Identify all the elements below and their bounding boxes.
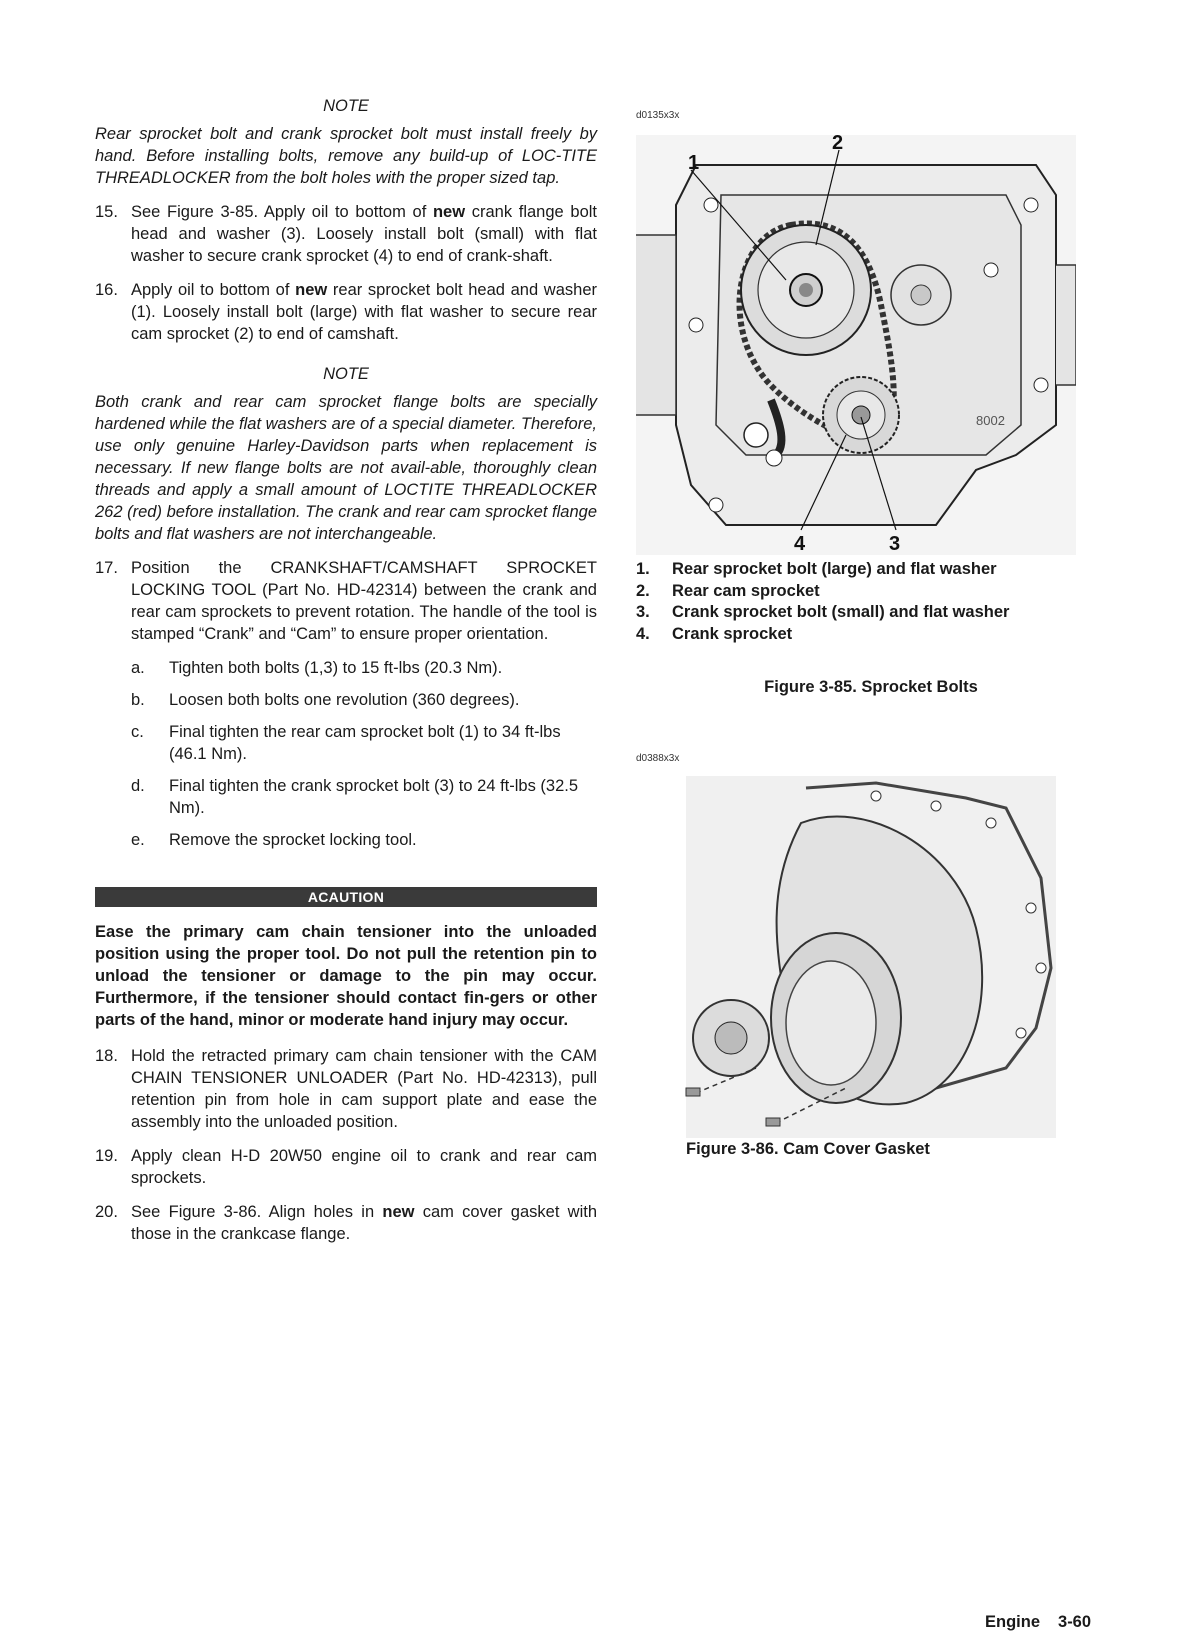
step-text: Apply clean H-D 20W50 engine oil to crank and rear cam sprockets. <box>131 1147 597 1187</box>
figure-caption: Figure 3-86. Cam Cover Gasket <box>686 1140 930 1158</box>
step-number: 18. <box>95 1047 118 1065</box>
callout-4: 4 <box>794 533 806 555</box>
caution-banner: ACAUTION <box>95 887 597 907</box>
figure-id: d0135x3x <box>636 110 680 121</box>
substep-b: b. Loosen both bolts one revolution (360 degrees). <box>131 691 520 709</box>
step-number: 17. <box>95 559 118 577</box>
legend-item: 4. Crank sprocket <box>636 624 793 643</box>
substep-a: a. Tighten both bolts (1,3) to 15 ft-lbs (20.3 Nm). <box>131 659 503 677</box>
note-heading: NOTE <box>323 365 369 383</box>
step-number: 16. <box>95 281 118 299</box>
callout-3: 3 <box>889 533 901 555</box>
step-number: 15. <box>95 203 118 221</box>
sprocket-bolts-illustration <box>636 125 1076 555</box>
step-text: Hold the retracted primary cam chain tensioner with the CAM CHAIN TENSIONER UNLOADER (Part No. HD-42313), pull retention pin from hole in cam support plate and ease the assembly into the unloaded position. <box>131 1047 597 1131</box>
step-number: 20. <box>95 1203 118 1221</box>
substep-d: d. Final tighten the crank sprocket bolt (3) to 24 ft-lbs (32.5 Nm). <box>131 777 579 817</box>
caution-text: Ease the primary cam chain tensioner into the unloaded position using the proper tool. Do not pull the retention pin to unload the tensioner or damage to the pin may occur. Furthermore, if the tensioner should contact fin-gers or other parts of the hand, minor or moderate hand injury may occur. <box>95 923 597 1029</box>
legend-item: 3. Crank sprocket bolt (small) and flat washer <box>636 603 1010 621</box>
step-text: See Figure 3-86. Align holes in new cam cover gasket with those in the crankcase flange. <box>131 1203 598 1243</box>
step-18 <box>95 1045 597 1133</box>
casting-number: 8002 <box>976 413 1005 428</box>
figure-id: d0388x3x <box>636 753 680 764</box>
step-number: 19. <box>95 1147 118 1165</box>
legend-item: 2. Rear cam sprocket <box>636 581 820 600</box>
step-15 <box>95 201 597 267</box>
note-heading: NOTE <box>323 97 369 115</box>
right-column <box>636 110 1076 1159</box>
page-footer <box>985 1613 1091 1632</box>
step-20 <box>95 1201 597 1245</box>
step-17 <box>95 557 597 645</box>
step-text: See Figure 3-85. Apply oil to bottom of new crank flange bolt head and washer (3). Loosely install bolt (small) with flat washer to secure crank sprocket (4) to end of crank-shaft. <box>131 203 597 265</box>
figure-legend <box>636 559 1076 645</box>
footer-section: Engine <box>985 1613 1041 1631</box>
left-column <box>95 95 597 1257</box>
figure-caption: Figure 3-85. Sprocket Bolts <box>764 678 978 696</box>
substep-e: e. Remove the sprocket locking tool. <box>131 831 417 849</box>
step-16 <box>95 279 597 345</box>
step-text: Position the CRANKSHAFT/CAMSHAFT SPROCKET LOCKING TOOL (Part No. HD-42314) between the crank and rear cam sprockets to prevent rotation. The handle of the tool is stamped “Crank” and “Cam” to ensure proper orientation. <box>131 559 597 643</box>
step-text: Apply oil to bottom of new rear sprocket bolt head and washer (1). Loosely install bolt (large) with flat washer to secure rear cam sprocket (2) to end of camshaft. <box>131 281 597 343</box>
note-text: Rear sprocket bolt and crank sprocket bolt must install freely by hand. Before installing bolts, remove any build-up of LOC-TITE THREADLOCKER from the bolt holes with the proper sized tap. <box>95 125 597 187</box>
page-number: 3-60 <box>1058 1613 1092 1631</box>
cam-cover-gasket-illustration <box>636 768 1076 1138</box>
substep-c: c. Final tighten the rear cam sprocket bolt (1) to 34 ft-lbs (46.1 Nm). <box>131 723 561 763</box>
step-19 <box>95 1145 597 1189</box>
callout-1: 1 <box>688 152 700 174</box>
note-text: Both crank and rear cam sprocket flange bolts are specially hardened while the flat washers are of a special diameter. Therefore, use only genuine Harley-Davidson parts when replacement is necessary. If new flange bolts are not avail-able, thoroughly clean threads and apply a small amount of LOCTITE THREADLOCKER 262 (red) before installation. The crank and rear cam sprocket flange bolts and flat washers are not interchangeable. <box>95 393 597 543</box>
callout-2: 2 <box>832 132 844 154</box>
legend-item: 1. Rear sprocket bolt (large) and flat washer <box>636 560 997 578</box>
